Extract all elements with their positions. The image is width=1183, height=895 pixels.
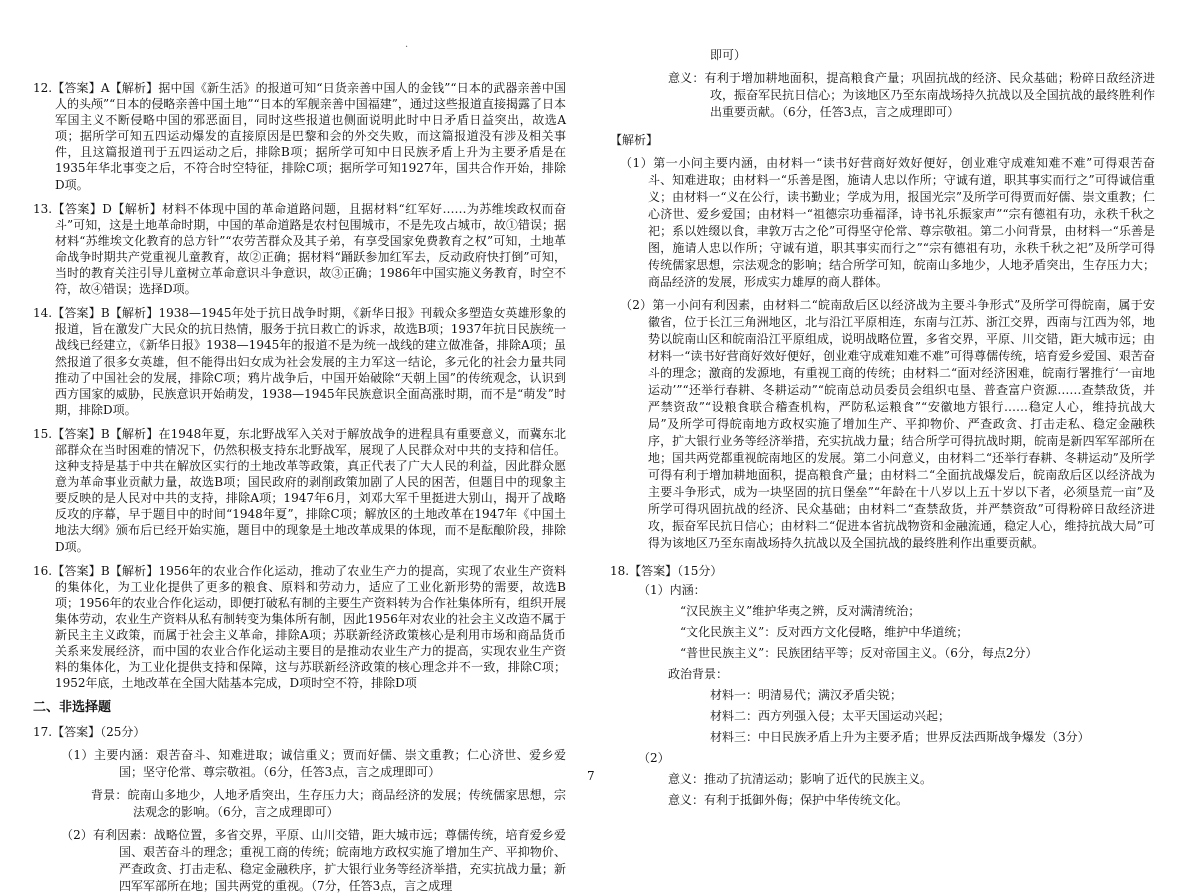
answer-14: 14.【答案】B【解析】1938—1945年处于抗日战争时期，《新华日报》刊载众多塑造女英雄形象的报道，旨在激发广大民众的抗日热情，服务于抗日救亡的诉求，故选B项；1937年抗日民族统一战线已经建立，《新华日报》1938—1945年的报道不是为统一战线的建立做准备，排除A项；虽然报道了很多女英雄，但不能得出妇女成为社会发展的主力军这一结论，多元化的社会力量共同推动了中国社会的发展，排除C项；鸦片战争后，中国开始破除“天朝上国”的传统观念，认识到西方国家的威胁，民族意识开始萌发，1938—1945年民族意识全面高涨时期，而不是“萌发”时期，排除D项。: [33, 306, 566, 417]
page-dot: ·: [405, 42, 409, 53]
answer-17-background: [33, 787, 566, 821]
answer-18-1-b: “文化民族主义”：反对西方文化侵略，维护中华道统；: [680, 625, 969, 639]
answer-18-heading: 18.【答案】（15分）: [610, 564, 723, 578]
material-3: 材料三：中日民族矛盾上升为主要矛盾；世界反法西斯战争爆发（3分）: [710, 730, 1090, 744]
answer-18-1-c: “普世民族主义”：民族团结平等；反对帝国主义。（6分，每点2分）: [680, 646, 1038, 660]
left-column: [33, 80, 566, 895]
analysis-2: （2）第一小问有利因素，由材料二“皖南敌后区以经济战为主要斗争形式”及所学可得皖南，属于安徽省，位于长江三角洲地区，北与沿江平原相连，东南与江苏、浙江交界，西南与江西为邻，地势以皖南山区和皖南沿江平原组成，说明战略位置，多省交界，平原、川交错，距大城市远；由材料一“读书好营商好效好便好，创业难守成难知难不难”可得尊儒传统，培育爱乡爱国、艰苦奋斗的理念；激商的发源地，有重视工商的传统；由材料二“面对经济困难，皖南行署推行‘一亩地运动’”“还举行春耕、冬耕运动”“皖南总动员委员会组织屯垦、普查富户资源……查禁敌货，并严禁资敌”“设粮食联合稽查机构，严防私运粮食”“安徽地方银行……稳定人心，维持抗战大局”及所学可得皖南地方政权实施了增加生产、平抑物价、严查政贪、打击走私、稳定金融秩序，扩大银行业务等经济举措，充实抗战力量；结合所学可得抗战时期，皖南是新四军军部所在地；国共两党都重视皖南地区的发展。第二小问意义，由材料二“还举行春耕、冬耕运动”及所学可得有利于增加耕地面积，提高粮食产量；由材料二“全面抗战爆发后，皖南敌后区以经济战为主要斗争形式，成为一块坚固的抗日堡垒”“年龄在十八岁以上五十岁以下者，必须垦荒一亩”及所学可得巩固抗战的经济、民众基础；由材料二“查禁敌货，并严禁资敌”可得粉碎日敌经济进攻，振奋军民抗日信心；由材料二“促进本省抗战物资和金融流通，稳定人心，维持抗战大局”可得为该地区乃至东南战场持久抗战以及全国抗战的最终胜利作出重要贡献。: [620, 298, 1155, 550]
answer-18-1-label: （1）内涵：: [638, 583, 706, 597]
page-number: 7: [587, 769, 595, 783]
answer-18-1-a: “汉民族主义”维护华夷之辨，反对满清统治；: [680, 604, 921, 618]
answer-17-meaning-text: 有利于增加耕地面积，提高粮食产量；巩固抗战的经济、民众基础；粉碎日敌经济进攻，振奋军民抗日信心；为该地区乃至东南战场持久抗战以及全国抗战的最终胜利作出重要贡献。（6分，任答3点，言之成理即可）: [704, 71, 1155, 119]
answer-17-2: [33, 827, 566, 895]
section-heading: 二、非选择题: [33, 700, 112, 716]
answer-17-background-text: 皖南山多地少，人地矛盾突出，生存压力大；商品经济的发展；传统儒家思想，宗法观念的影响。（6分，言之成理即可）: [127, 788, 566, 820]
material-1: 材料一：明清易代；满汉矛盾尖锐；: [710, 688, 903, 702]
answer-17-meaning-label: 意义：: [668, 71, 705, 85]
answer-17-1: [33, 747, 566, 781]
answer-17-heading: 17.【答案】（25分）: [33, 725, 146, 740]
answer-17-2-text: 战略位置，多省交界，平原、山川交错，距大城市远；尊儒传统，培育爱乡爱国、艰苦奋斗的理念；重视工商的传统；皖南地方政权实施了增加生产、平抑物价、严查政贪、打击走私、稳定金融秩序，扩大银行业务等经济举措，充实抗战力量；新四军军部所在地；国共两党的重视。（7分，任答3点，言之成理: [119, 828, 566, 894]
answer-18-2-label: （2）: [638, 751, 670, 765]
answer-17-2-label: （2）有利因素：: [61, 828, 154, 843]
answer-17-1-label: （1）主要内涵：: [61, 748, 157, 763]
answer-18-2-meaning-1: 意义：推动了抗清运动；影响了近代的民族主义。: [668, 772, 933, 786]
answer-13: 13.【答案】D【解析】材料不体现中国的革命道路问题，且据材料“红军好……为苏维埃政权而奋斗”可知，这是土地革命时期，中国的革命道路是农村包围城市，不是先攻占城市，故①错误；据材料“苏维埃文化教育的总方针”“农劳苦群众及其子弟，有享受国家免费教育之权”可知，土地革命战争时期共产党重视儿童教育，故②正确；据材料“踊跃参加红军去，反动政府快打倒”可知，当时的教育关注引导儿童树立革命意识斗争意识，故③正确；1986年中国实施义务教育，时空不符，故④错误；选择D项。: [33, 201, 566, 297]
answer-17-continuation: 即可）: [710, 48, 747, 62]
right-column: [610, 47, 1155, 811]
answer-17-1-text: 艰苦奋斗、知难进取；诚信重义；贾而好儒、崇文重教；仁心济世、爱乡爱国；坚守伦常、尊宗敬祖。（6分，任答3点，言之成理即可）: [119, 748, 566, 780]
answer-16: 16.【答案】B【解析】1956年的农业合作化运动，推动了农业生产力的提高，实现了农业生产资料的集体化，为工业化提供了更多的粮食、原料和劳动力，适应了工业化新形势的需要，故选B项；1956年的农业合作化运动，即便打破私有制的主要生产资料转为合作社集体所有，组织开展集体劳动，农业生产资料从私有制转变为集体所有制，因此1956年对农业的社会主义改造不属于新民主主义政策，而属于社会主义革命，排除A项；苏联新经济政策核心是利用市场和商品货币关系来发展经济，而中国的农业合作化运动主要目的是推动农业生产力的提高，实现农业生产资料的集体化，为工业化提供支持和保障，这与苏联新经济政策的核心理念并不一致，排除C项；1952年底，土地改革在全国大陆基本完成，D项时空不符，排除D项: [33, 563, 566, 691]
answer-18-2-meaning-2: 意义：有利于抵御外侮；保护中华传统文化。: [668, 793, 909, 807]
analysis-1: （1）第一小问主要内涵，由材料一“读书好营商好效好便好，创业难守成难知难不难”可得艰苦奋斗、知难进取；由材料一“乐善是图，施请人忠以作所；守诚有道，职其事实而行之”可得诚信重义；由材料一“义在公行，读书勤业；学成为用，报国光宗”及所学可得贾而好儒、崇文重教；仁心济世、爱乡爱国；由材料一“祖德宗功垂福泽，诗书礼乐振家声”“宗有德祖有功，永秩千秋之祀；系以姓缀以食，聿敦万古之伦”可得坚守伦常、尊宗敬祖。第二小问背景，由材料一“乐善是图，施请人忠以作所；守诚有道，职其事实而行之”“宗有德祖有功，永秩千秋之祀”及所学可得传统儒家思想，宗法观念的影响；结合所学可知，皖南山多地少，人地矛盾突出，生存压力大；商品经济的发展，形成实力雄厚的商人群体。: [620, 156, 1155, 289]
analysis-heading: 【解析】: [610, 133, 659, 147]
answer-15: 15.【答案】B【解析】在1948年夏，东北野战军入关对于解放战争的进程具有重要意义，而冀东北部群众在当时困难的情况下，仍然积极支持东北野战军，展现了人民群众对中共的支持和信任。这种支持是基于中共在解放区实行的土地改革等政策，真正代表了广大人民的利益，因此群众愿意为革命事业贡献力量，故选B项；国民政府的剥削政策加剧了人民的困苦，但题目中的现象主要反映的是人民对中共的支持，排除A项；1947年6月，刘邓大军千里挺进大别山，揭开了战略反攻的序幕，早于题目中的时间“1948年夏”，排除C项；解放区的土地改革在1947年《中国土地法大纲》颁布后已经开始实施，题目中的现象是土地改革成果的体现，而不是酝酿阶段，排除D项。: [33, 426, 566, 554]
answer-17-meaning: [610, 70, 1155, 121]
answer-17-background-label: 背景：: [91, 788, 128, 803]
answer-12: 12.【答案】A【解析】据中国《新生活》的报道可知“日货亲善中国人的金钱”“日本的武器亲善中国人的头颅”“日本的侵略亲善中国土地”“日本的军舰亲善中国福建”，通过这些报道直接揭露了日本军国主义不断侵略中国的邪恶面目，同时这些报道也侧面说明此时中日矛盾日益突出，故选A项；据所学可知五四运动爆发的直接原因是巴黎和会的外交失败，而这篇报道没有涉及相关事件，且这篇报道刊于五四运动之后，排除B项；据所学可知中日民族矛盾上升为主要矛盾是在1935年华北事变之后，不符合时空特征，排除C项；据所学可知1927年，国共合作开始，排除D项。: [33, 81, 566, 192]
material-2: 材料二：西方列强入侵；太平天国运动兴起；: [710, 709, 951, 723]
political-background-label: 政治背景：: [668, 667, 729, 681]
